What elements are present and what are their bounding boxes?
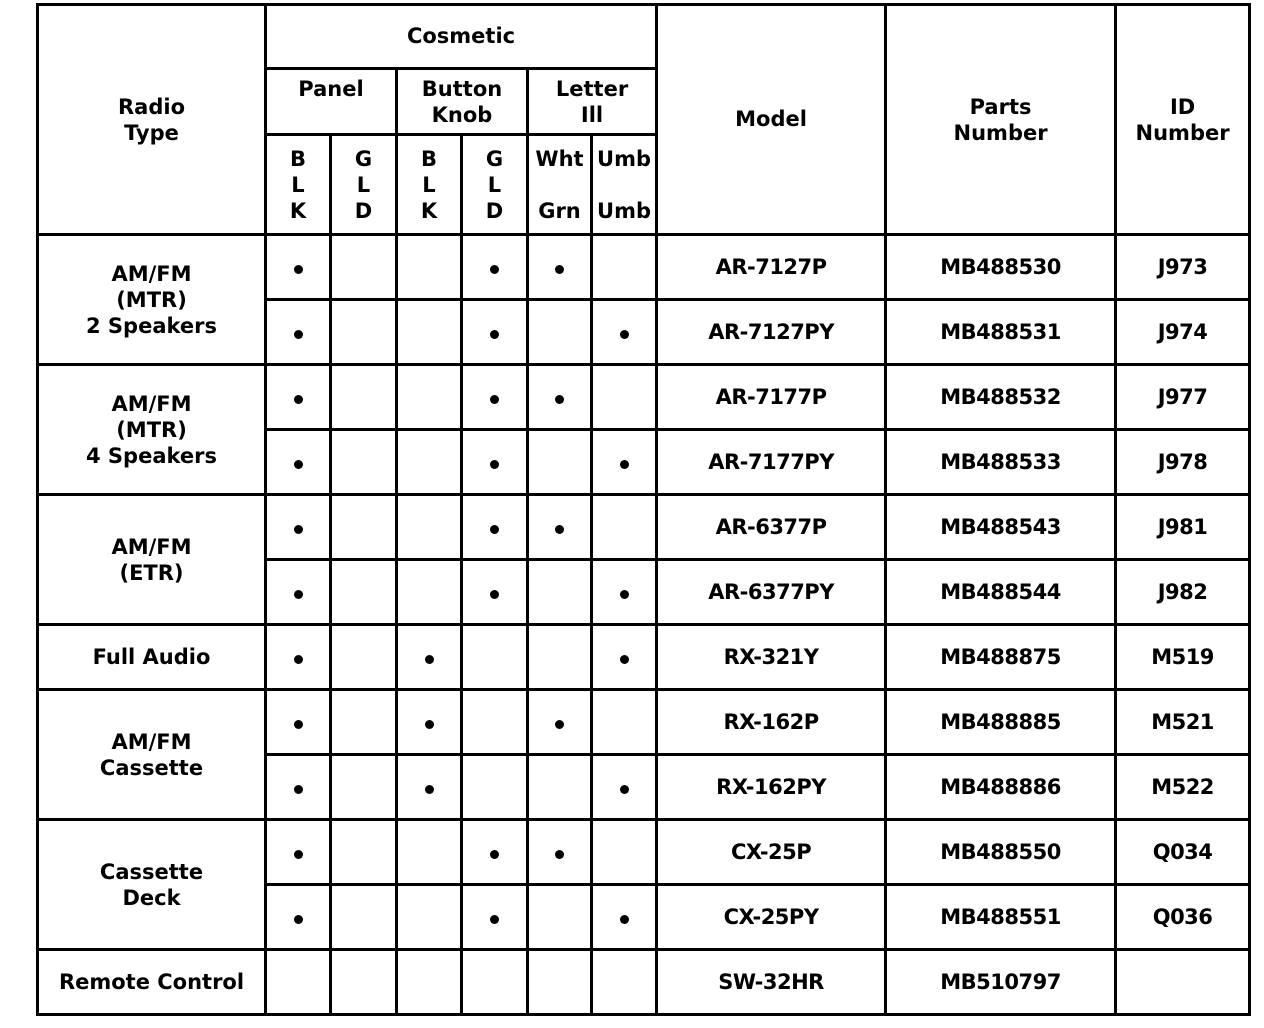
cosmetic-cell-knob-blk xyxy=(397,755,462,820)
cosmetic-cell-panel-blk xyxy=(266,495,331,560)
cosmetic-cell-panel-gld xyxy=(331,690,397,755)
parts-number-cell: MB488551 xyxy=(886,885,1116,950)
parts-number-cell: MB488886 xyxy=(886,755,1116,820)
bullet-dot-icon xyxy=(555,720,564,729)
cosmetic-cell-panel-blk xyxy=(266,235,331,300)
header-panel: Panel xyxy=(266,69,397,135)
cosmetic-cell-knob-blk xyxy=(397,625,462,690)
cosmetic-cell-letter-wht xyxy=(528,560,592,625)
cosmetic-cell-knob-gld xyxy=(462,885,528,950)
header-panel-blk-l3: K xyxy=(289,198,307,223)
model-cell: AR-7177PY xyxy=(657,430,886,495)
header-row-1 xyxy=(38,5,1250,69)
cosmetic-cell-panel-gld xyxy=(331,300,397,365)
bullet-dot-icon xyxy=(490,850,499,859)
cosmetic-cell-letter-umb xyxy=(592,755,657,820)
header-knob-gld xyxy=(462,135,528,235)
id-number-cell: Q036 xyxy=(1116,885,1250,950)
cosmetic-cell-knob-gld xyxy=(462,430,528,495)
cosmetic-cell-panel-gld xyxy=(331,885,397,950)
cosmetic-cell-knob-blk xyxy=(397,560,462,625)
id-number-cell: M522 xyxy=(1116,755,1250,820)
cosmetic-cell-letter-wht xyxy=(528,625,592,690)
cosmetic-cell-knob-gld xyxy=(462,625,528,690)
model-cell: RX-162PY xyxy=(657,755,886,820)
header-button-knob-line1: Button xyxy=(421,76,503,101)
model-cell: AR-7127P xyxy=(657,235,886,300)
header-letter-wht-grn xyxy=(528,135,592,235)
header-letter-umb xyxy=(592,135,657,235)
header-panel-gld-l1: G xyxy=(354,146,373,171)
bullet-dot-icon xyxy=(620,655,629,664)
cosmetic-cell-letter-umb xyxy=(592,560,657,625)
header-letter-grn: Grn xyxy=(538,198,581,223)
cosmetic-cell-panel-gld xyxy=(331,560,397,625)
bullet-dot-icon xyxy=(490,525,499,534)
bullet-dot-icon xyxy=(294,720,303,729)
cosmetic-cell-panel-gld xyxy=(331,235,397,300)
cosmetic-cell-knob-blk xyxy=(397,885,462,950)
header-panel-gld xyxy=(331,135,397,235)
radio-spec-table xyxy=(36,3,1251,1016)
id-number-cell: J978 xyxy=(1116,430,1250,495)
radio-type-line: Full Audio xyxy=(92,645,211,669)
cosmetic-cell-letter-wht xyxy=(528,950,592,1015)
bullet-dot-icon xyxy=(620,330,629,339)
cosmetic-cell-knob-blk xyxy=(397,950,462,1015)
cosmetic-cell-knob-gld xyxy=(462,300,528,365)
cosmetic-cell-knob-gld xyxy=(462,495,528,560)
parts-number-cell: MB488532 xyxy=(886,365,1116,430)
header-panel-blk xyxy=(266,135,331,235)
bullet-dot-icon xyxy=(294,265,303,274)
header-letter-umb-bottom: Umb xyxy=(597,198,652,223)
cosmetic-cell-letter-wht xyxy=(528,235,592,300)
bullet-dot-icon xyxy=(620,915,629,924)
cosmetic-cell-knob-blk xyxy=(397,300,462,365)
id-number-cell: M521 xyxy=(1116,690,1250,755)
cosmetic-cell-letter-wht xyxy=(528,430,592,495)
cosmetic-cell-letter-wht xyxy=(528,885,592,950)
header-knob-gld-l3: D xyxy=(485,198,504,223)
cosmetic-cell-knob-blk xyxy=(397,365,462,430)
table-row xyxy=(38,950,1250,1015)
parts-number-cell: MB488533 xyxy=(886,430,1116,495)
table-row xyxy=(38,690,1250,755)
bullet-dot-icon xyxy=(425,655,434,664)
bullet-dot-icon xyxy=(294,395,303,404)
header-parts-number-line1: Parts xyxy=(969,94,1032,119)
id-number-cell: J981 xyxy=(1116,495,1250,560)
cosmetic-cell-letter-wht xyxy=(528,300,592,365)
cosmetic-cell-panel-blk xyxy=(266,625,331,690)
bullet-dot-icon xyxy=(620,590,629,599)
radio-type-line: (MTR) xyxy=(116,287,187,312)
bullet-dot-icon xyxy=(490,330,499,339)
radio-type-cell xyxy=(38,690,266,820)
bullet-dot-icon xyxy=(294,525,303,534)
cosmetic-cell-letter-umb xyxy=(592,235,657,300)
cosmetic-cell-panel-blk xyxy=(266,430,331,495)
cosmetic-cell-panel-blk xyxy=(266,885,331,950)
header-id-number-line2: Number xyxy=(1135,120,1230,145)
cosmetic-cell-knob-gld xyxy=(462,950,528,1015)
cosmetic-cell-letter-wht xyxy=(528,365,592,430)
radio-type-cell xyxy=(38,820,266,950)
cosmetic-cell-panel-blk xyxy=(266,690,331,755)
bullet-dot-icon xyxy=(294,655,303,664)
cosmetic-cell-panel-blk xyxy=(266,300,331,365)
table-row xyxy=(38,625,1250,690)
id-number-cell: J973 xyxy=(1116,235,1250,300)
header-button-knob-line2: Knob xyxy=(431,102,493,127)
cosmetic-cell-letter-wht xyxy=(528,755,592,820)
header-id-number-line1: ID xyxy=(1169,94,1196,119)
header-panel-gld-l3: D xyxy=(354,198,373,223)
radio-type-line: AM/FM xyxy=(111,261,192,286)
bullet-dot-icon xyxy=(294,850,303,859)
cosmetic-cell-letter-umb xyxy=(592,820,657,885)
header-radio-type-line1: Radio xyxy=(118,94,185,119)
cosmetic-cell-letter-wht xyxy=(528,820,592,885)
parts-number-cell: MB510797 xyxy=(886,950,1116,1015)
radio-type-line: Cassette xyxy=(99,859,204,884)
parts-number-cell: MB488543 xyxy=(886,495,1116,560)
parts-number-cell: MB488885 xyxy=(886,690,1116,755)
table-body xyxy=(38,235,1250,1015)
model-cell: SW-32HR xyxy=(657,950,886,1015)
radio-type-line: 2 Speakers xyxy=(86,313,217,338)
cosmetic-cell-knob-gld xyxy=(462,235,528,300)
header-letter-ill xyxy=(528,69,657,135)
cosmetic-cell-panel-gld xyxy=(331,820,397,885)
header-panel-blk-l2: L xyxy=(291,172,305,197)
model-cell: RX-321Y xyxy=(657,625,886,690)
table-row xyxy=(38,235,1250,300)
cosmetic-cell-knob-blk xyxy=(397,495,462,560)
cosmetic-cell-panel-blk xyxy=(266,950,331,1015)
model-cell: AR-6377P xyxy=(657,495,886,560)
cosmetic-cell-panel-gld xyxy=(331,365,397,430)
cosmetic-cell-letter-umb xyxy=(592,690,657,755)
radio-type-line: (ETR) xyxy=(119,560,184,585)
cosmetic-cell-letter-wht xyxy=(528,690,592,755)
cosmetic-cell-knob-blk xyxy=(397,820,462,885)
bullet-dot-icon xyxy=(490,265,499,274)
header-radio-type xyxy=(38,5,266,235)
parts-number-cell: MB488530 xyxy=(886,235,1116,300)
radio-type-cell xyxy=(38,495,266,625)
model-cell: CX-25PY xyxy=(657,885,886,950)
bullet-dot-icon xyxy=(490,460,499,469)
id-number-cell: J977 xyxy=(1116,365,1250,430)
bullet-dot-icon xyxy=(490,590,499,599)
bullet-dot-icon xyxy=(425,720,434,729)
bullet-dot-icon xyxy=(555,395,564,404)
id-number-cell: Q034 xyxy=(1116,820,1250,885)
bullet-dot-icon xyxy=(294,915,303,924)
bullet-dot-icon xyxy=(294,785,303,794)
radio-spec-table-wrapper xyxy=(36,3,1251,1016)
parts-number-cell: MB488544 xyxy=(886,560,1116,625)
cosmetic-cell-panel-blk xyxy=(266,365,331,430)
header-parts-number xyxy=(886,5,1116,235)
cosmetic-cell-knob-blk xyxy=(397,235,462,300)
id-number-cell: M519 xyxy=(1116,625,1250,690)
parts-number-cell: MB488550 xyxy=(886,820,1116,885)
table-row xyxy=(38,365,1250,430)
header-panel-gld-l2: L xyxy=(356,172,371,197)
bullet-dot-icon xyxy=(294,590,303,599)
cosmetic-cell-knob-gld xyxy=(462,365,528,430)
bullet-dot-icon xyxy=(620,460,629,469)
bullet-dot-icon xyxy=(490,395,499,404)
bullet-dot-icon xyxy=(620,785,629,794)
cosmetic-cell-knob-gld xyxy=(462,690,528,755)
radio-type-cell xyxy=(38,365,266,495)
id-number-cell xyxy=(1116,950,1250,1015)
header-parts-number-line2: Number xyxy=(953,120,1048,145)
header-knob-gld-l2: L xyxy=(487,172,502,197)
model-cell: AR-7127PY xyxy=(657,300,886,365)
model-cell: CX-25P xyxy=(657,820,886,885)
header-letter-ill-line1: Letter xyxy=(555,76,629,101)
cosmetic-cell-panel-blk xyxy=(266,820,331,885)
radio-type-line: Remote Control xyxy=(58,970,245,994)
bullet-dot-icon xyxy=(294,330,303,339)
header-button-knob xyxy=(397,69,528,135)
bullet-dot-icon xyxy=(294,460,303,469)
radio-type-line: AM/FM xyxy=(111,534,192,559)
bullet-dot-icon xyxy=(490,915,499,924)
cosmetic-cell-letter-umb xyxy=(592,950,657,1015)
id-number-cell: J974 xyxy=(1116,300,1250,365)
cosmetic-cell-letter-umb xyxy=(592,365,657,430)
cosmetic-cell-panel-gld xyxy=(331,495,397,560)
header-knob-blk-l1: B xyxy=(420,146,437,171)
model-cell: RX-162P xyxy=(657,690,886,755)
header-model: Model xyxy=(657,5,886,235)
radio-type-line: Deck xyxy=(122,885,181,910)
cosmetic-cell-panel-blk xyxy=(266,560,331,625)
bullet-dot-icon xyxy=(555,850,564,859)
cosmetic-cell-panel-gld xyxy=(331,755,397,820)
radio-type-line: AM/FM xyxy=(111,729,192,754)
header-knob-gld-l1: G xyxy=(485,146,504,171)
header-knob-blk-l2: L xyxy=(422,172,436,197)
radio-type-cell xyxy=(38,625,266,690)
bullet-dot-icon xyxy=(425,785,434,794)
cosmetic-cell-knob-gld xyxy=(462,755,528,820)
cosmetic-cell-letter-umb xyxy=(592,495,657,560)
cosmetic-cell-letter-umb xyxy=(592,885,657,950)
header-knob-blk xyxy=(397,135,462,235)
bullet-dot-icon xyxy=(555,525,564,534)
radio-type-line: 4 Speakers xyxy=(86,443,217,468)
bullet-dot-icon xyxy=(555,265,564,274)
cosmetic-cell-knob-blk xyxy=(397,690,462,755)
table-row xyxy=(38,495,1250,560)
radio-type-cell xyxy=(38,235,266,365)
model-cell: AR-6377PY xyxy=(657,560,886,625)
id-number-cell: J982 xyxy=(1116,560,1250,625)
cosmetic-cell-letter-umb xyxy=(592,625,657,690)
parts-number-cell: MB488531 xyxy=(886,300,1116,365)
cosmetic-cell-panel-blk xyxy=(266,755,331,820)
radio-type-line: (MTR) xyxy=(116,417,187,442)
cosmetic-cell-knob-gld xyxy=(462,560,528,625)
header-letter-umb-top: Umb xyxy=(597,146,652,171)
cosmetic-cell-panel-gld xyxy=(331,625,397,690)
header-cosmetic: Cosmetic xyxy=(266,5,657,69)
radio-type-cell xyxy=(38,950,266,1015)
header-letter-wht: Wht xyxy=(535,146,584,171)
cosmetic-cell-letter-wht xyxy=(528,495,592,560)
cosmetic-cell-knob-blk xyxy=(397,430,462,495)
header-knob-blk-l3: K xyxy=(420,198,438,223)
header-letter-ill-line2: Ill xyxy=(580,102,604,127)
cosmetic-cell-knob-gld xyxy=(462,820,528,885)
cosmetic-cell-letter-umb xyxy=(592,430,657,495)
radio-type-line: AM/FM xyxy=(111,391,192,416)
header-panel-blk-l1: B xyxy=(289,146,306,171)
cosmetic-cell-letter-umb xyxy=(592,300,657,365)
parts-number-cell: MB488875 xyxy=(886,625,1116,690)
radio-type-line: Cassette xyxy=(99,755,204,780)
table-row xyxy=(38,820,1250,885)
header-radio-type-line2: Type xyxy=(124,120,179,145)
model-cell: AR-7177P xyxy=(657,365,886,430)
header-id-number xyxy=(1116,5,1250,235)
cosmetic-cell-panel-gld xyxy=(331,950,397,1015)
cosmetic-cell-panel-gld xyxy=(331,430,397,495)
